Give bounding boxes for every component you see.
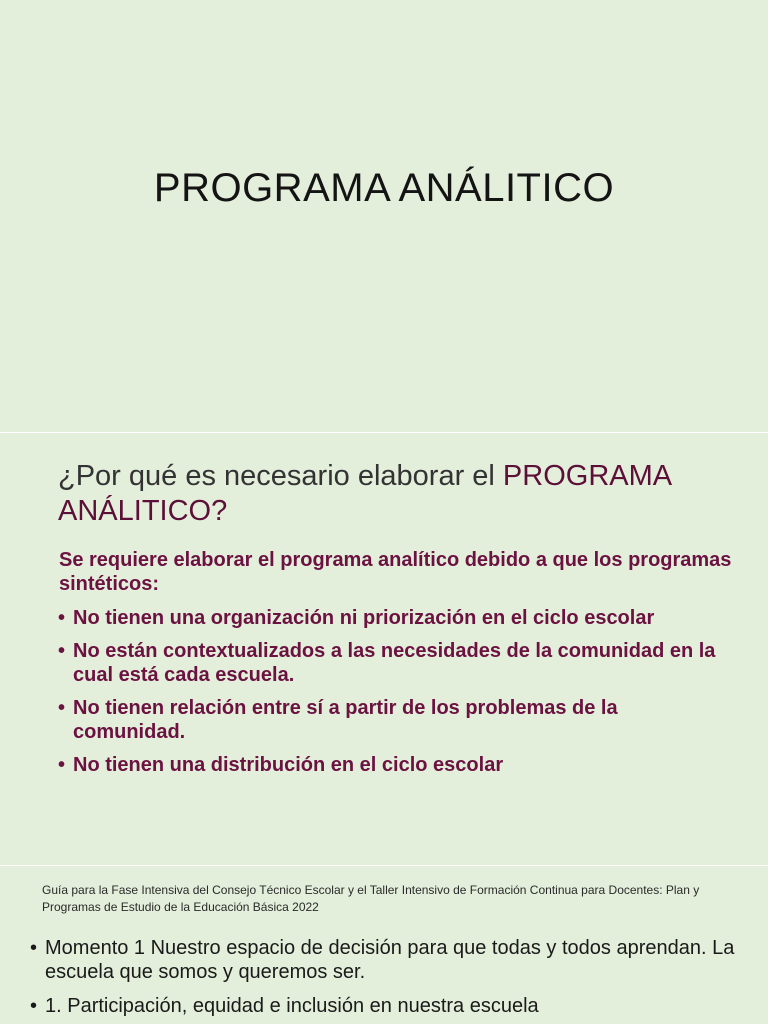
list-item-text: Momento 1 Nuestro espacio de decisión para que todas y todos aprendan. La escuela que somos y queremos ser. <box>45 937 735 983</box>
slide-title <box>0 0 768 432</box>
bullet-icon: • <box>58 640 66 662</box>
slide-question <box>0 433 768 865</box>
question-text: ¿Por qué es necesario elaborar el <box>58 460 503 492</box>
slide-moment <box>0 866 768 1024</box>
bullet-icon: • <box>58 607 66 629</box>
question-accent-text: PROGRAMA ANÁLITICO? <box>58 460 671 527</box>
list-item <box>58 696 718 744</box>
list-item-text: No tienen relación entre sí a partir de los problemas de la comunidad. <box>73 697 618 743</box>
question-heading <box>58 459 738 529</box>
bullet-icon: • <box>30 995 38 1017</box>
list-item-text: No tienen una organización ni priorización en el ciclo escolar <box>73 607 655 629</box>
list-item <box>58 606 718 630</box>
bullet-icon: • <box>58 697 66 719</box>
bullet-icon: • <box>58 754 66 776</box>
list-item-text: No están contextualizados a las necesidades de la comunidad en la cual está cada escuela. <box>73 640 716 686</box>
list-item <box>30 994 750 1018</box>
slide-title-heading: PROGRAMA ANÁLITICO <box>153 166 615 210</box>
source-note: Guía para la Fase Intensiva del Consejo Técnico Escolar y el Taller Intensivo de Formación Continua para Docentes: Plan y Programas de Estudio de la Educación Básica 2022 <box>42 883 700 914</box>
list-item-text: 1. Participación, equidad e inclusión en nuestra escuela <box>45 995 539 1017</box>
lead-paragraph: Se requiere elaborar el programa analítico debido a que los programas sintéticos: <box>59 549 732 595</box>
list-item-text: No tienen una distribución en el ciclo escolar <box>73 754 504 776</box>
list-item <box>58 639 718 687</box>
moment-list <box>30 936 750 1024</box>
reasons-list <box>58 606 718 786</box>
bullet-icon: • <box>30 937 38 959</box>
list-item <box>58 753 718 777</box>
list-item <box>30 936 750 984</box>
